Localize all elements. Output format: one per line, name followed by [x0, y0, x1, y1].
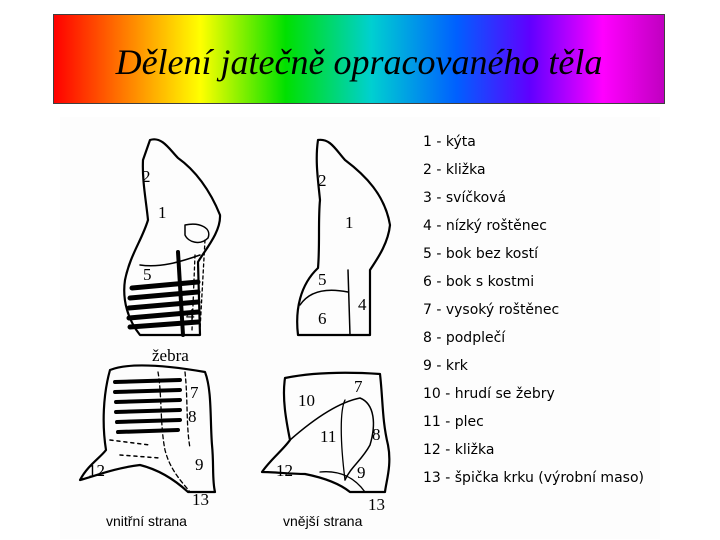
legend-item: 10 - hrudí se žebry	[423, 386, 555, 402]
page-title: Dělení jatečně opracovaného těla	[115, 42, 603, 82]
diagram-number-10-outer: 10	[298, 391, 315, 410]
legend-item: 9 - krk	[423, 358, 468, 374]
legend-item: 5 - bok bez kostí	[423, 246, 539, 262]
diagram-number-12-inner: 12	[88, 461, 105, 480]
outer-side-caption: vnější strana	[283, 513, 363, 529]
diagram-number-5-inner: 5	[143, 265, 152, 284]
diagram-number-4-inner: 4	[186, 305, 195, 324]
legend-item: 6 - bok s kostmi	[423, 274, 535, 290]
diagram-number-5-outer: 5	[318, 270, 327, 289]
legend-item: 8 - podplečí	[423, 330, 506, 346]
inner-side-caption: vnitřní strana	[106, 513, 187, 529]
legend-item: 12 - kližka	[423, 442, 495, 458]
diagram-number-13-inner: 13	[192, 490, 209, 509]
legend-item: 3 - svíčková	[423, 190, 507, 206]
diagram-number-13-outer: 13	[368, 495, 385, 514]
diagram-number-6-outer: 6	[318, 309, 327, 328]
diagram-number-7-inner: 7	[190, 383, 199, 402]
diagram-number-9-inner: 9	[195, 455, 204, 474]
cut-legend	[423, 128, 663, 492]
diagram-number-2-outer: 2	[318, 171, 327, 190]
diagram-number-11-outer: 11	[320, 427, 337, 446]
diagram-number-1-outer: 1	[345, 213, 354, 232]
legend-item: 11 - plec	[423, 414, 484, 430]
legend-item: 7 - vysoký roštěnec	[423, 302, 560, 318]
legend-item: 4 - nízký roštěnec	[423, 218, 547, 234]
diagram-number-7-outer: 7	[354, 377, 363, 396]
diagram-number-8-outer: 8	[372, 425, 381, 444]
diagram-number-1-inner: 1	[158, 203, 167, 222]
diagram-number-9-outer: 9	[357, 463, 366, 482]
legend-item: 2 - kližka	[423, 162, 486, 178]
diagram-number-8-inner: 8	[188, 407, 197, 426]
rib-label: žebra	[152, 346, 189, 365]
outer-hindquarter-flank	[300, 290, 348, 305]
legend-item: 13 - špička krku (výrobní maso)	[423, 470, 644, 486]
diagram-number-12-outer: 12	[276, 461, 293, 480]
legend-item: 1 - kýta	[423, 134, 476, 150]
diagram-number-4-outer: 4	[358, 295, 367, 314]
outer-hindquarter-divider	[348, 270, 350, 335]
diagram-number-2-inner: 2	[142, 167, 151, 186]
outer-hindquarter-outline	[297, 140, 390, 335]
